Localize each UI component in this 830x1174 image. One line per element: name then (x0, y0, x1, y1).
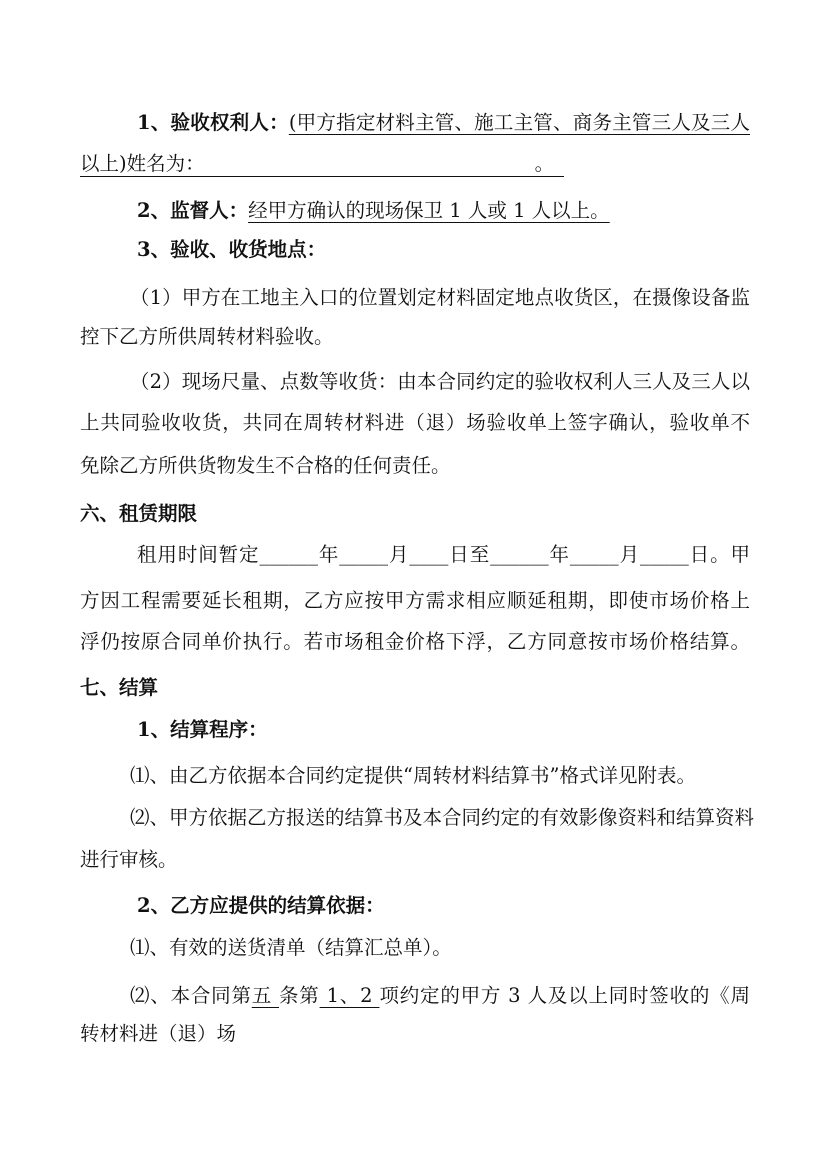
location-clause-1-line-1: （1）甲方在工地主入口的位置划定材料固定地点收货区，在摄像设备监 (130, 286, 750, 309)
basis-item-2-mid: 条第 (279, 984, 320, 1007)
lease-term-line-3: 浮仍按原合同单价执行。若市场租金价格下浮，乙方同意按市场价格结算。 (80, 630, 750, 653)
rights-holder-label: 1、验收权利人： (137, 111, 289, 134)
basis-item-2-prefix: ⑵、本合同第 (130, 984, 252, 1007)
rights-holder-line-1 (137, 109, 750, 137)
location-clause-2-line-2: 上共同验收收货，共同在周转材料进（退）场验收单上签字确认，验收单不 (80, 411, 750, 434)
end-blank (554, 169, 564, 170)
basis-item-2-suffix: 项约定的甲方 3 人及以上同时签收的《周 (379, 984, 750, 1007)
supervisor-line (137, 197, 750, 225)
supervisor-text: 经甲方确认的现场保卫 1 人或 1 人以上。 (248, 199, 610, 222)
rights-holder-name-field (80, 152, 564, 177)
rights-holder-line-2 (80, 150, 750, 178)
settlement-procedure-step-2-line-2: 进行审核。 (80, 848, 178, 871)
location-heading: 3、验收、收货地点： (137, 238, 327, 261)
settlement-procedure-step-1: ⑴、由乙方依据本合同约定提供“周转材料结算书”格式详见附表。 (130, 764, 696, 787)
settlement-basis-item-1: ⑴、有效的送货清单（结算汇总单）。 (130, 936, 452, 959)
basis-item-2-clauses: 1、2 (319, 984, 380, 1007)
location-clause-2-line-3: 免除乙方所供货物发生不合格的任何责任。 (80, 454, 451, 477)
settlement-basis-heading: 2、乙方应提供的结算依据： (137, 894, 385, 917)
basis-item-2-article: 五 (251, 984, 280, 1007)
rights-holder-name-label: 以上)姓名为： (80, 152, 205, 175)
location-clause-1-line-2: 控下乙方所供周转材料验收。 (80, 325, 334, 348)
settlement-heading: 七、结算 (80, 676, 159, 699)
settlement-basis-item-2-line-1 (130, 982, 750, 1010)
lease-term-line-2: 方因工程需要延长租期，乙方应按甲方需求相应顺延租期，即使市场价格上 (80, 589, 750, 612)
supervisor-label: 2、监督人： (137, 199, 249, 222)
lease-term-heading: 六、租赁期限 (80, 502, 198, 525)
settlement-procedure-heading: 1、结算程序： (137, 718, 268, 741)
lease-term-line-1: 租用时间暂定______年_____月____日至______年_____月_____日。甲 (137, 543, 750, 566)
location-clause-2-line-1: （2）现场尺量、点数等收货：由本合同约定的验收权利人三人及三人以 (130, 370, 750, 393)
settlement-basis-item-2-line-2: 转材料进（退）场 (80, 1022, 237, 1045)
rights-holder-text: (甲方指定材料主管、施工主管、商务主管三人及三人 (288, 111, 750, 134)
rights-holder-end: 。 (534, 152, 555, 175)
settlement-procedure-step-2-line-1: ⑵、甲方依据乙方报送的结算书及本合同约定的有效影像资料和结算资料 (130, 806, 755, 829)
name-blank (205, 169, 535, 170)
